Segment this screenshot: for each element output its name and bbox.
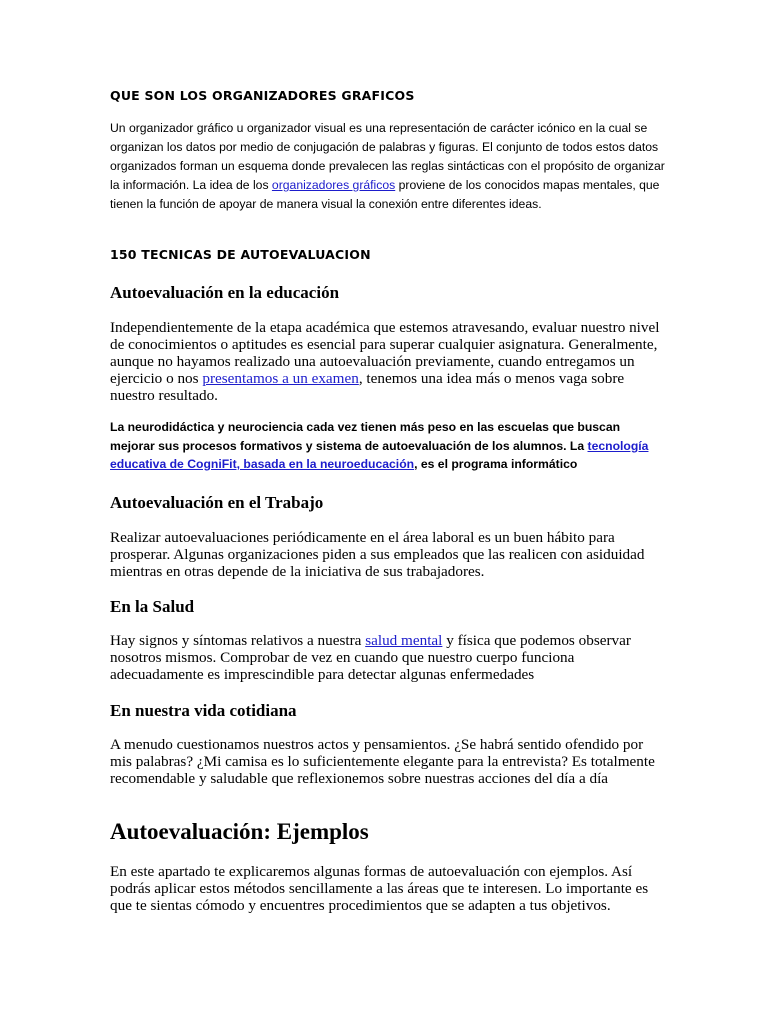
paragraph-salud (110, 632, 665, 683)
paragraph-text: , tenemos una idea más o menos vaga sobre nuestro resultado. (110, 370, 625, 404)
link-salud-mental[interactable]: salud mental (365, 632, 443, 649)
title-organizadores: QUE SON LOS ORGANIZADORES GRAFICOS (110, 88, 415, 103)
paragraph-text: Independientemente de la etapa académica que estemos atravesando, evaluar nuestro nivel de conocimientos o aptitudes es esencial para superar cualquier asignatura. Generalmente, aunque no hayamos realizado una autoevaluación previamente, cuando entregamos un ejercicio o nos (110, 319, 660, 387)
paragraph-organizadores (110, 119, 665, 214)
paragraph-text: Un organizador gráfico u organizador visual es una representación de carácter icónico en la cual se organizan los datos por medio de conjugación de palabras y figuras. El conjunto de todos estos datos organizados forman un esquema donde prevalecen las reglas sintácticas con el propósito de organizar la información. La idea de los (110, 121, 665, 192)
paragraph-educacion (110, 319, 665, 404)
paragraph-text: y física que podemos observar nosotros mismos. Comprobar de vez en cuando que nuestro cuerpo funciona adecuadamente es imprescindible para detectar algunas enfermedades (110, 632, 631, 683)
heading-trabajo: Autoevaluación en el Trabajo (110, 493, 324, 512)
paragraph-neurodidactica (110, 418, 665, 474)
paragraph-ejemplos: En este apartado te explicaremos algunas formas de autoevaluación con ejemplos. Así podrás aplicar estos métodos sencillamente a las áreas que te interesen. Lo importante es que te sientas cómodo y encuentres procedimientos que se adapten a tus objetivos. (110, 863, 649, 914)
heading-vida-cotidiana: En nuestra vida cotidiana (110, 701, 297, 720)
paragraph-text: Hay signos y síntomas relativos a nuestra (110, 632, 366, 649)
title-tecnicas: 150 TECNICAS DE AUTOEVALUACION (110, 247, 371, 262)
paragraph-text: La neurodidáctica y neurociencia cada vez tienen más peso en las escuelas que buscan mejorar sus procesos formativos y sistema de autoevaluación de los alumnos. La (110, 420, 621, 453)
paragraph-text: , es el programa informático (414, 457, 578, 471)
paragraph-trabajo: Realizar autoevaluaciones periódicamente en el área laboral es un buen hábito para prosperar. Algunas organizaciones piden a sus empleados que las realicen con asiduidad mientras en otras depende de la iniciativa de sus trabajadores. (110, 529, 645, 580)
link-tecnologia-cognifit[interactable]: tecnología educativa de CogniFit, basada en la neuroeducación (110, 438, 649, 471)
link-organizadores-graficos[interactable]: organizadores gráficos (271, 178, 396, 192)
heading-educacion: Autoevaluación en la educación (110, 283, 340, 302)
paragraph-text: proviene de los conocidos mapas mentales, que tienen la función de apoyar de manera visual la conexión entre diferentes ideas. (110, 178, 660, 211)
heading-ejemplos: Autoevaluación: Ejemplos (110, 819, 369, 844)
paragraph-vida-cotidiana: A menudo cuestionamos nuestros actos y pensamientos. ¿Se habrá sentido ofendido por mis palabras? ¿Mi camisa es lo suficientemente elegante para la entrevista? Es totalmente recomendable y saludable que reflexionemos sobre nuestras acciones del día a día (110, 736, 655, 787)
heading-salud: En la Salud (110, 597, 195, 616)
link-presentamos-examen[interactable]: presentamos a un examen (202, 370, 359, 387)
